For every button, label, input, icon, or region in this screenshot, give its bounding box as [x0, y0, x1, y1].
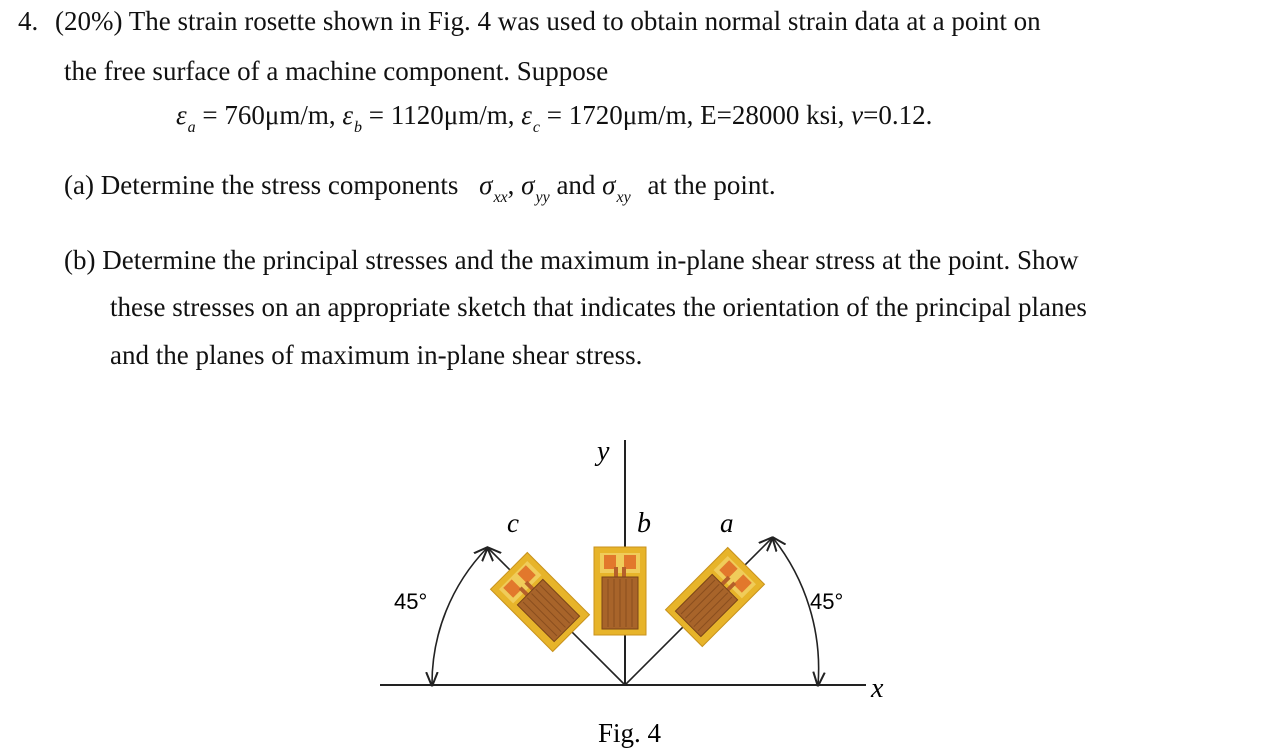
strain-equation — [176, 98, 932, 145]
part-b-line-2: these stresses on an appropriate sketch that indicates the orientation of the principal planes — [110, 292, 1087, 322]
sigma-xy-subscript: xy — [616, 189, 631, 206]
gauge-b-label: b — [637, 508, 651, 539]
gauge-a — [666, 548, 765, 647]
epsilon-c-symbol: ε — [521, 100, 532, 130]
nu-value: =0.12. — [863, 100, 933, 130]
epsilon-b-value: = 1120μm/m, — [368, 100, 515, 130]
part-b-line-1: (b) Determine the principal stresses and the maximum in-plane shear stress at the point. Show — [64, 245, 1079, 275]
epsilon-a-symbol: ε — [176, 100, 187, 130]
problem-line-2: the free surface of a machine component. Suppose — [64, 56, 609, 86]
part-a-and: and — [556, 170, 596, 200]
gauge-c-label: c — [507, 508, 519, 538]
strain-rosette-figure — [360, 410, 920, 754]
problem-line-1 — [18, 4, 1041, 38]
sigma-xx-symbol: σ — [479, 170, 493, 200]
sigma-xx-subscript: xx — [493, 189, 508, 206]
sigma-separator: , — [507, 170, 515, 200]
epsilon-b-symbol: ε — [342, 100, 353, 130]
sigma-xy-symbol: σ — [602, 170, 616, 200]
x-axis-label: x — [871, 673, 884, 704]
gauge-b — [594, 547, 646, 635]
epsilon-c-value: = 1720μm/m, E=28000 ksi, — [546, 100, 845, 130]
part-a-prefix: (a) Determine the stress components — [64, 170, 459, 200]
figure-caption: Fig. 4 — [598, 718, 662, 748]
angle-label-right: 45° — [810, 589, 844, 614]
sigma-yy-subscript: yy — [535, 189, 550, 206]
gauge-a-label: a — [720, 508, 734, 538]
gauge-c — [491, 553, 590, 652]
angle-label-left: 45° — [394, 589, 428, 614]
epsilon-b-subscript: b — [354, 119, 362, 136]
sigma-yy-symbol: σ — [521, 170, 535, 200]
problem-number: 4. — [18, 6, 39, 36]
epsilon-c-subscript: c — [532, 119, 540, 136]
epsilon-a-value: = 760μm/m, — [202, 100, 336, 130]
part-a-suffix: at the point. — [647, 170, 776, 200]
problem-intro-text: (20%) The strain rosette shown in Fig. 4 was used to obtain normal strain data at a point on — [55, 6, 1041, 36]
part-b-line-3: and the planes of maximum in-plane shear stress. — [110, 340, 643, 370]
nu-symbol: ν — [851, 100, 864, 130]
angle-arc-left — [432, 548, 487, 685]
y-axis-label: y — [597, 436, 610, 467]
part-a-question — [64, 168, 776, 215]
epsilon-a-subscript: a — [187, 119, 196, 136]
